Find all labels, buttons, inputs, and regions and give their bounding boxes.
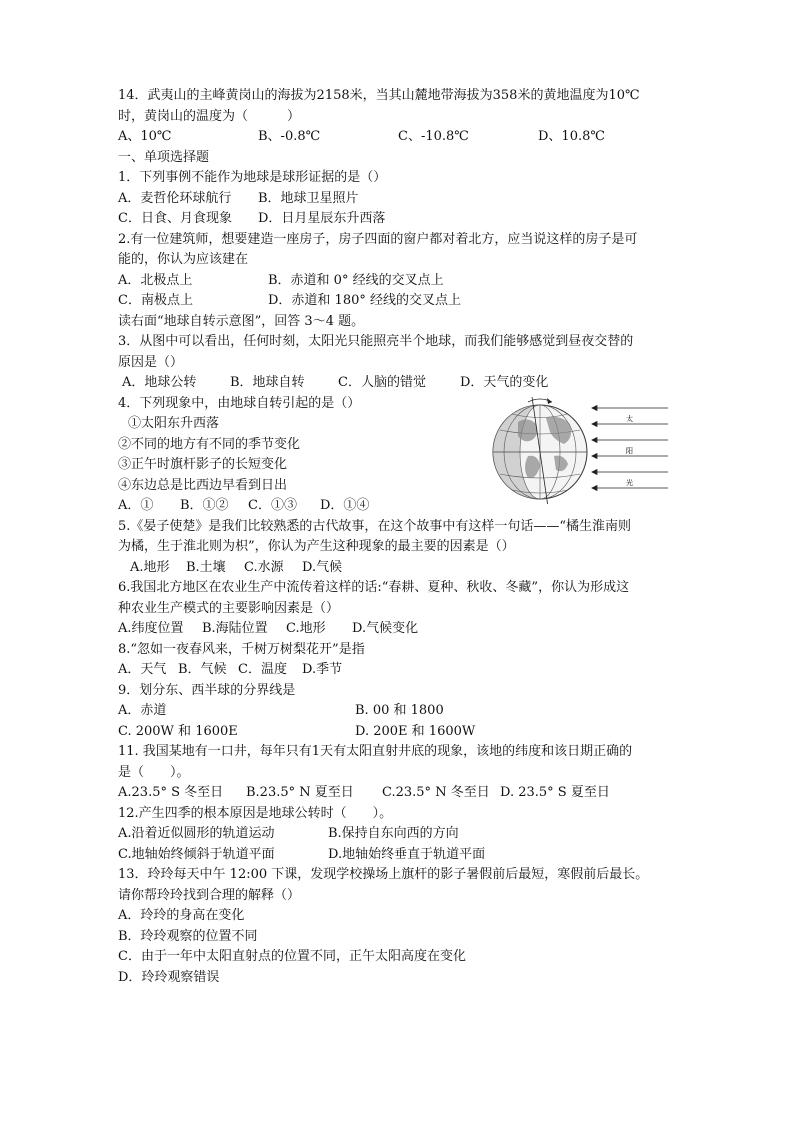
q9-option-c: C. 200W 和 1600E [118,723,238,739]
section-title: 一、单项选择题 [118,149,210,165]
q12-option-a: A.沿着近似圆形的轨道运动 [118,826,275,841]
figure-label-tai: 太 [626,414,633,423]
q1-option-c: C．日食、月食现象 [118,211,232,226]
q3-option-b: B．地球自转 [230,375,305,390]
q3-option-a: A．地球公转 [122,375,197,390]
q5-option-c: C.水源 [244,559,284,575]
q14-line2: 时，黄岗山的温度为（ ） [118,108,301,124]
q8-option-b: B．气候 [178,662,227,677]
q4-item-3: ③正午时旗杆影子的长短变化 [118,457,288,472]
q11-option-a: A.23.5° S 冬至日 [118,785,224,800]
q11-options [118,783,678,804]
q4-stem: 4．下列现象中，由地球自转引起的是（） [118,395,361,411]
q12-option-b: B.保持自东向西的方向 [328,826,459,841]
q3-options [118,373,678,394]
q6-option-d: D.气候变化 [352,621,419,636]
q4-item-4: ④东边总是比西边早看到日出 [118,477,288,493]
q13-option-a: A．玲玲的身高在变化 [118,908,245,923]
q4-option-c: C．①③ [248,498,297,513]
q1-stem: 1．下列事例不能作为地球是球形证据的是（） [118,170,387,185]
q6-option-a: A.纬度位置 [118,621,184,636]
figure-label-guang: 光 [626,478,633,487]
q6-option-c: C.地形 [286,621,326,636]
q14-options [118,127,678,148]
q4-item-2: ②不同的地方有不同的季节变化 [118,436,301,452]
q11-line1: 11. 我国某地有一口井，每年只有1天有太阳直射井底的现象，该地的纬度和该日期正确的 [118,744,633,759]
q4-item-1: ①太阳东升西落 [128,416,220,431]
q11-option-c: C.23.5° N 冬至日 [382,785,490,800]
q4-option-a: A．① [118,498,154,513]
q5-line1: 5.《晏子使楚》是我们比较熟悉的古代故事，在这个故事中有这样一句话——“橘生淮南则 [118,518,632,534]
q13-line2: 请你帮玲玲找到合理的解释（） [118,887,301,903]
q13-option-c: C．由于一年中太阳直射点的位置不同，正午太阳高度在变化 [118,949,466,964]
q2-option-b: B．赤道和 0° 经线的交叉点上 [268,272,444,288]
read-note: 读右面“地球自转示意图”，回答 3～4 题。 [118,313,365,329]
q2-line1: 2.有一位建筑师，想要建造一座房子，房子四面的窗户都对着北方，应当说这样的房子是可 [118,231,638,247]
q2-line2: 能的，你认为应该建在 [118,252,249,267]
q14-option-b: B、-0.8℃ [258,129,321,144]
q12-stem: 12.产生四季的根本原因是地球公转时（ ）。 [118,805,393,821]
q5-option-a: A.地形 [130,559,170,575]
q11-option-b: B.23.5° N 夏至日 [246,785,354,800]
q3-option-c: C．人脑的错觉 [338,375,426,390]
earth-rotation-diagram [488,394,678,504]
q2-option-d: D．赤道和 180° 经线的交叉点上 [268,293,462,308]
q2-options-row1 [118,271,678,292]
q1-option-a: A．麦哲伦环球航行 [118,190,232,206]
q14-option-d: D、10.8℃ [538,129,605,144]
q13-line1: 13．玲玲每天中午 12:00 下课，发现学校操场上旗杆的影子暑假前后最短，寒假前后最长。 [118,867,649,882]
q13-option-d: D．玲玲观察错误 [118,969,220,985]
q3-option-d: D．天气的变化 [460,375,549,390]
q3-line2: 原因是（） [118,354,184,370]
q14-line1: 14．武夷山的主峰黄岗山的海拔为2158米，当其山麓地带海拔为358米的黄地温度为10℃ [118,88,640,103]
q6-line1: 6.我国北方地区在农业生产中流传着这样的话:“春耕、夏种、秋收、冬藏”，你认为形成这 [118,580,630,595]
q8-options [118,660,678,681]
q2-options-row2 [118,291,678,312]
q9-option-a: A．赤道 [118,703,167,718]
q9-options-row1 [118,701,678,722]
q11-line2: 是（ ）。 [118,764,190,780]
q1-option-d: D．日月星辰东升西落 [258,211,386,226]
q9-option-b: B. 00 和 1800 [355,703,444,718]
q5-line2: 为橘，生于淮北则为枳”，你认为产生这种现象的最主要的因素是（） [118,539,515,554]
q4-option-b: B．①② [180,498,229,513]
q12-option-d: D.地轴始终垂直于轨道平面 [328,846,486,862]
q14-option-c: C、-10.8℃ [398,129,469,144]
q6-line2: 种农业生产模式的主要影响因素是（） [118,600,340,616]
q3-line1: 3．从图中可以看出，任何时刻，太阳光只能照亮半个地球，而我们能够感觉到昼夜交替的 [118,334,634,349]
exam-page [118,86,678,988]
q8-option-c: C．温度 [238,662,287,677]
figure-label-yang: 阳 [626,446,633,455]
q12-option-c: C.地轴始终倾斜于轨道平面 [118,846,275,862]
q6-option-b: B.海陆位置 [202,621,268,636]
q1-options-row1 [118,189,678,210]
q8-option-d: D.季节 [302,662,343,677]
q4-block [118,394,678,517]
q5-option-b: B.土壤 [186,559,226,575]
q5-options [118,558,678,579]
q5-option-d: D.气候 [302,559,343,575]
q8-stem: 8.“忽如一夜春风来，千树万树梨花开”是指 [118,641,365,657]
q12-options-row1 [118,824,678,845]
q2-option-c: C．南极点上 [118,293,193,308]
q6-options [118,619,678,640]
q4-option-d: D．①④ [320,498,370,513]
q9-stem: 9．划分东、西半球的分界线是 [118,682,296,698]
q14-option-a: A、10℃ [118,129,172,144]
q1-options-row2 [118,209,678,230]
q13-option-b: B．玲玲观察的位置不同 [118,928,258,944]
q9-option-d: D. 200E 和 1600W [355,723,476,739]
q8-option-a: A．天气 [118,662,167,677]
q1-option-b: B．地球卫星照片 [258,190,359,206]
q9-options-row2 [118,722,678,743]
q11-option-d: D. 23.5° S 夏至日 [500,785,610,800]
q2-option-a: A．北极点上 [118,272,193,288]
q12-options-row2 [118,845,678,866]
